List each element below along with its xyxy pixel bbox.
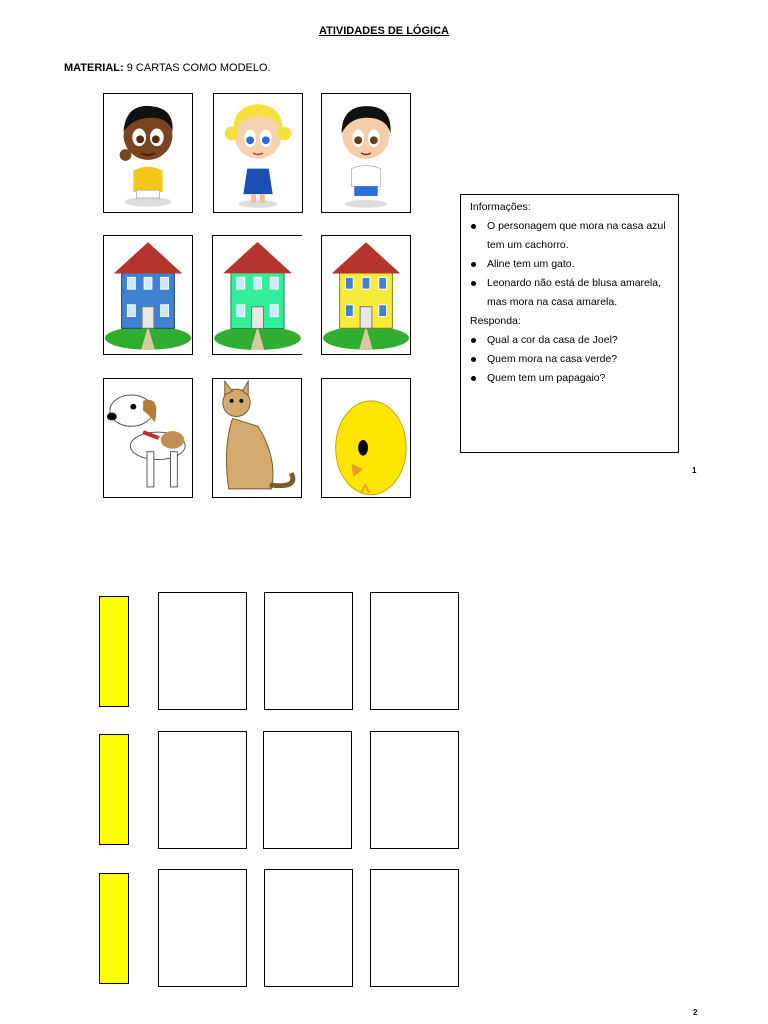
card-boy <box>321 93 411 213</box>
empty-card <box>370 869 459 987</box>
card-cat <box>212 378 302 498</box>
material-text: 9 CARTAS COMO MODELO. <box>126 62 271 74</box>
card-dog <box>103 378 193 498</box>
empty-card <box>158 731 247 849</box>
empty-card <box>370 592 459 710</box>
info-item: Leonardo não está de blusa amarela, mas mora na casa amarela. <box>470 274 670 312</box>
info-heading: Informações: <box>470 201 531 213</box>
question-item: Qual a cor da casa de Joel? <box>470 331 670 350</box>
card-yellow-house <box>321 235 411 355</box>
info-item: Aline tem um gato. <box>470 255 670 274</box>
cat-icon <box>213 379 301 497</box>
info-list <box>470 217 670 312</box>
yellow-tab <box>99 873 129 984</box>
card-yellow-bird <box>321 378 411 498</box>
material-line <box>64 62 271 74</box>
card-black-boy <box>103 93 193 213</box>
question-item: Quem mora na casa verde? <box>470 350 670 369</box>
empty-card <box>158 592 247 710</box>
question-item: Quem tem um papagaio? <box>470 369 670 388</box>
boy-character-icon <box>322 94 410 212</box>
yellow-tab <box>99 734 129 845</box>
green-house-icon <box>213 236 302 354</box>
yellow-tab <box>99 596 129 707</box>
blue-house-icon <box>104 236 192 354</box>
black-boy-character-icon <box>104 94 192 212</box>
question-list <box>470 331 670 388</box>
page-number-1: 1 <box>692 466 697 475</box>
blonde-girl-character-icon <box>214 94 302 212</box>
info-item: O personagem que mora na casa azul tem um cachorro. <box>470 217 670 255</box>
empty-card <box>264 592 353 710</box>
yellow-house-icon <box>322 236 410 354</box>
empty-card <box>370 731 459 849</box>
page-number-2: 2 <box>693 1008 698 1017</box>
dog-icon <box>104 379 192 497</box>
card-blue-house <box>103 235 193 355</box>
answer-heading: Responda: <box>470 315 521 327</box>
empty-card <box>158 869 247 987</box>
card-blonde-girl <box>213 93 303 213</box>
card-green-house <box>212 235 302 355</box>
page-title: ATIVIDADES DE LÓGICA <box>319 25 449 37</box>
material-label: MATERIAL: <box>64 62 124 74</box>
empty-card <box>264 869 353 987</box>
yellow-bird-icon <box>322 379 410 497</box>
empty-card <box>263 731 352 849</box>
info-box <box>460 194 679 453</box>
